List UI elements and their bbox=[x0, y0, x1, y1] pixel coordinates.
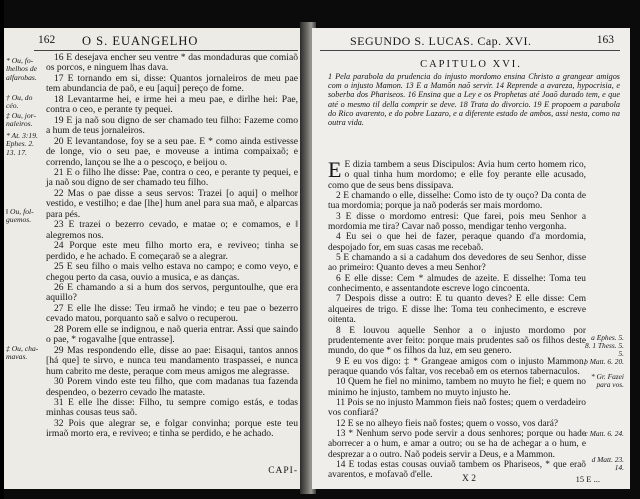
margin-note: a Ephes. 5. 8. 1 Thess. 5. 5. bbox=[584, 333, 624, 359]
margin-note: c Matt. 6. 24. bbox=[584, 429, 624, 438]
verse: 21 E o filho lhe disse: Pae, contra o ceo, e perante ty pequei, e ja naõ sou digno de ser chamado teu filho. bbox=[46, 166, 298, 189]
verse: 7 Despois disse a outro: E tu quanto deves? E elle disse: Cem alqueires de trigo. E disse lhe: Toma teu conhecimento, e escreve oitenta. bbox=[328, 294, 586, 326]
verse: 5 E chamando a si a cadahum dos devedores de seu Senhor, disse ao primeiro: Quanto deves a meu Senhor? bbox=[328, 253, 586, 274]
page-number: 163 bbox=[596, 34, 614, 46]
margin-note: ‡ Ou, cha-mavas. bbox=[6, 344, 39, 362]
verse: 29 Mas respondendo elle, disse ao pae: Eisaqui, tantos annos [há que] te sirvo, e nunca teu mandamento traspassei, e nunca hum cabrito me deste, peraque com meus amigos me alegrasse. bbox=[46, 344, 298, 377]
page-number: 162 bbox=[38, 34, 56, 46]
running-head: O S. EUANGELHO bbox=[82, 34, 199, 48]
right-body-text bbox=[328, 157, 586, 481]
verse: 9 E eu vos digo: ‡ * Grangeae amigos com o injusto Mammon, peraque quando vós faltar, vos recebaõ em os eternos tabernaculos. bbox=[328, 356, 586, 377]
margin-note: † Ou, do céo. bbox=[6, 93, 33, 111]
verse-text: E dizia tambem a seus Discipulos: Avia hum certo homem rico, o qual tinha hum mordomo; e elle foy perante elle acusado, como que de seus bens dissipava. bbox=[328, 160, 586, 191]
verse: 13 * Nenhum servo pode servir a dous senhores; porque ou hade aborrecer a o hum, e amar a outro; ou se ha de achegar a o hum, e desprezar a o outro. Naõ podeis servir a Deus, e a Mammon. bbox=[328, 428, 586, 460]
drop-cap: E bbox=[328, 157, 342, 182]
margin-note: * Ou, fo-lhelhos de alfarobas. bbox=[6, 56, 38, 82]
left-page bbox=[4, 28, 304, 489]
margin-note: d Matt. 23. 14. bbox=[591, 455, 624, 473]
verse: 17 E tornando em si, disse: Quantos jornaleiros de meu pae tem abundancia de paõ, e eu [aqui] pereço de fome. bbox=[46, 72, 298, 95]
verse: 10 Quem he fiel no minimo, tambem no muyto he fiel; e quem no minimo he injusto, tambem no muyto injusto he. bbox=[328, 377, 586, 398]
margin-note: ‡ Ou, jor-naleiros. bbox=[6, 111, 37, 129]
margin-note: * Gr. Fazei para vos. bbox=[590, 372, 624, 390]
verse: 8 E louvou aquelle Senhor a o injusto mordomo por prudentemente aver feito: porque mais prudentes saõ os filhos deste mundo, do que * os filhos da luz, em seu genero. bbox=[328, 325, 586, 357]
chapter-summary: 1 Pela parabola da prudencia do injusto mordomo ensina Christo a grangear amigos com o injusto Mamon. 13 E a Mamõn naõ servir. 14 Reprende a avareza, hypocrisia, e soberba dos Phariseos. 16 Ensina que a Ley e os Prophetas até Joaõ durado tem, e que até o mesmo til della comprir se deve. 18 Trata do divorcio. 19 E propoem a parabola do Rico avarento, e do pobre Lazaro, e a diferente estado de ambos, assi nesta, como na outra vida. bbox=[328, 72, 620, 128]
verse: 14 E todas estas cousas ouviaõ tambem os Phariseos, * que eraõ avarentos, e mofavaõ d'elle. bbox=[328, 459, 586, 481]
verse: 16 E desejava encher seu ventre * das mondaduras que comiaõ os porcos, e ninguem lhas dava. bbox=[46, 52, 298, 74]
verse: 32 Pois que alegrar se, e folgar convinha; porque este teu irmaõ morto era, e reviveo; e tinha se perdido, e he achado. bbox=[46, 417, 298, 440]
verse: 27 E elle lhe disse: Teu irmaõ he vindo; e teu pae o bezerro cevado matou, porquanto saõ e salvo o recuperou. bbox=[46, 302, 298, 325]
verse: 31 E elle lhe disse: Filho, tu sempre comigo estás, e todas minhas cousas teus saõ. bbox=[46, 396, 298, 419]
verse: 6 E elle disse: Cem * almudes de azeite. E disselhe: Toma teu conhecimento, e assentandote escreve logo cincoenta. bbox=[328, 273, 586, 295]
signature-mark: X 2 bbox=[462, 474, 476, 484]
verse: 2 E chamando o elle, disselhe: Como isto de ty ouço? Da conta de tua mordomia; porque ja naõ poderás ser mais mordomo. bbox=[328, 191, 586, 212]
verse: 23 E trazei o bezerro cevado, e matae o; e comamos, e ‖ alegremos nos. bbox=[46, 219, 298, 241]
catchword: 15 E ... bbox=[575, 474, 600, 484]
verse: 25 E seu filho o mais velho estava no campo; e como veyo, e chegou perto da casa, ouvio a musica, e as danças. bbox=[46, 261, 298, 283]
right-page-header bbox=[312, 34, 630, 48]
header-rule bbox=[320, 50, 620, 51]
verse: 26 E chamando a si a hum dos servos, perguntoulhe, que era aquillo? bbox=[46, 281, 298, 304]
verse: 4 Eu sei o que hei de fazer, peraque quando d'a mordomia, despojado for, em suas casas me recebaõ. bbox=[328, 232, 586, 253]
catchword: CAPI- bbox=[268, 466, 298, 476]
verse: 11 Pois se no injusto Mammon fieis naõ fostes; quem o verdadeiro vos confiará? bbox=[328, 397, 586, 419]
verse-first bbox=[328, 157, 586, 191]
verse: 30 Porem vindo este teu filho, que com madanas tua fazenda despendeo, o bezerro cevado lhe mataste. bbox=[46, 376, 298, 398]
verse: 18 Levantarme hei, e irme hei a meu pae, e dirlhe hei: Pae, contra o ceo, e perante ty pequei. bbox=[46, 93, 298, 116]
left-page-header bbox=[4, 34, 304, 48]
margin-note: ‖ Ou, fol-guemos. bbox=[6, 207, 34, 225]
header-rule bbox=[34, 50, 298, 51]
verse: 12 E se no alheyo fieis naõ fostes; quem o vosso, vos dará? bbox=[336, 418, 559, 429]
verse: 22 Mas o pae disse a seus servos: Trazei [o aqui] o melhor vestido, e vestilho; e dae [lhe] hum anel para sua maõ, e alparcas para pés. bbox=[46, 187, 298, 220]
verse: 20 E levantandose, foy se a seu pae. E * como ainda estivesse de longe, vio o seu pae, e moveuse a intima compaixaõ; e correndo, lançou se lhe a o pescoço, e beijou o. bbox=[46, 135, 298, 168]
verse: 24 Porque este meu filho morto era, e reviveo; tinha se perdido, e he achado. E começaraõ se a alegrar. bbox=[46, 240, 298, 262]
running-head: SEGUNDO S. LUCAS. Cap. XVI. bbox=[350, 34, 532, 48]
verse: 28 Porem elle se indignou, e naõ queria entrar. Assi que saindo o pae, * rogavalhe [que entrasse]. bbox=[46, 323, 298, 346]
verse: 3 E disse o mordomo entresi: Que farei, pois meu Senhor a mordomia me tira? Cavar naõ posso, mendigar tenho vergonha. bbox=[328, 211, 586, 233]
right-page bbox=[312, 28, 630, 489]
margin-note: * At. 3:19. Ephes. 2. 13. 17. bbox=[6, 131, 38, 157]
left-body-text bbox=[46, 53, 298, 440]
margin-note: b Matt. 6. 20. bbox=[584, 357, 624, 366]
verse: 19 E ja naõ sou digno de ser chamado teu filho: Fazeme como a hum de teus jornaleiros. bbox=[46, 114, 298, 137]
chapter-title: CAPITULO XVI. bbox=[420, 59, 522, 70]
